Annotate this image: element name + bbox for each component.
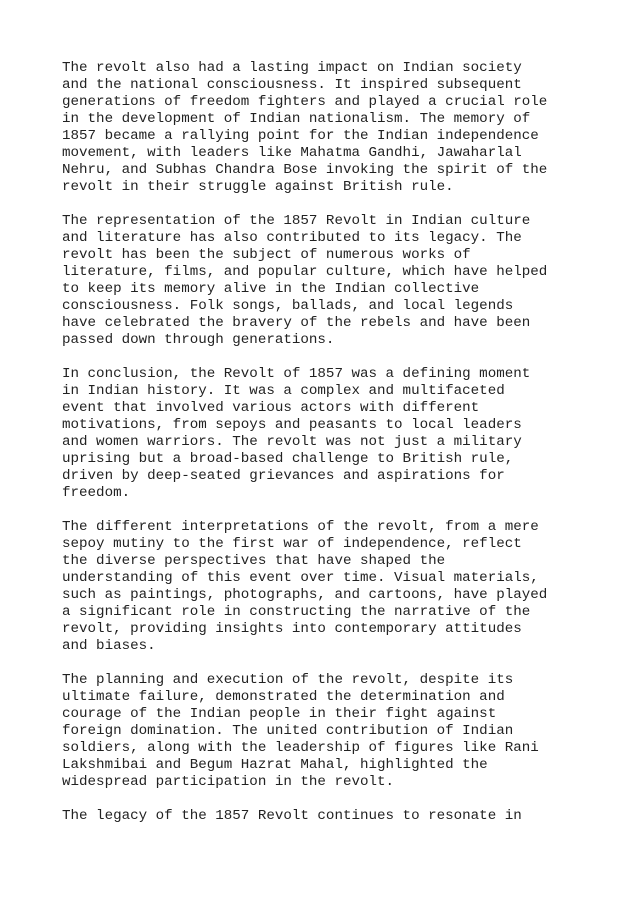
- text-line: foreign domination. The united contribution of Indian: [62, 723, 514, 739]
- paragraph: [62, 213, 622, 349]
- text-line: Nehru, and Subhas Chandra Bose invoking the spirit of the: [62, 162, 548, 178]
- text-line: the diverse perspectives that have shaped the: [62, 553, 446, 569]
- text-line: widespread participation in the revolt.: [62, 774, 395, 790]
- text-line: and literature has also contributed to its legacy. The: [62, 230, 522, 246]
- text-line: have celebrated the bravery of the rebels and have been: [62, 315, 531, 331]
- text-line: uprising but a broad-based challenge to British rule,: [62, 451, 514, 467]
- text-line: The revolt also had a lasting impact on Indian society: [62, 60, 522, 76]
- text-line: understanding of this event over time. Visual materials,: [62, 570, 539, 586]
- text-line: The planning and execution of the revolt, despite its: [62, 672, 514, 688]
- text-line: soldiers, along with the leadership of figures like Rani: [62, 740, 539, 756]
- text-line: consciousness. Folk songs, ballads, and local legends: [62, 298, 514, 314]
- text-line: movement, with leaders like Mahatma Gandhi, Jawaharlal: [62, 145, 522, 161]
- text-line: a significant role in constructing the narrative of the: [62, 604, 531, 620]
- text-line: The different interpretations of the revolt, from a mere: [62, 519, 539, 535]
- text-line: in Indian history. It was a complex and multifaceted: [62, 383, 505, 399]
- text-line: 1857 became a rallying point for the Indian independence: [62, 128, 539, 144]
- text-line: such as paintings, photographs, and cartoons, have played: [62, 587, 548, 603]
- paragraph: [62, 808, 622, 825]
- text-line: freedom.: [62, 485, 131, 501]
- text-line: driven by deep-seated grievances and aspirations for: [62, 468, 505, 484]
- paragraph: [62, 519, 622, 655]
- text-line: and the national consciousness. It inspired subsequent: [62, 77, 522, 93]
- text-line: revolt in their struggle against British rule.: [62, 179, 454, 195]
- paragraph: [62, 366, 622, 502]
- text-line: event that involved various actors with different: [62, 400, 480, 416]
- text-line: in the development of Indian nationalism. The memory of: [62, 111, 531, 127]
- text-line: revolt, providing insights into contemporary attitudes: [62, 621, 522, 637]
- paragraph: [62, 672, 622, 791]
- text-line: and biases.: [62, 638, 156, 654]
- document-body: [62, 60, 622, 842]
- paragraph: [62, 60, 622, 196]
- text-line: ultimate failure, demonstrated the determination and: [62, 689, 505, 705]
- text-line: passed down through generations.: [62, 332, 335, 348]
- text-line: and women warriors. The revolt was not just a military: [62, 434, 522, 450]
- text-line: literature, films, and popular culture, which have helped: [62, 264, 548, 280]
- text-line: In conclusion, the Revolt of 1857 was a defining moment: [62, 366, 531, 382]
- text-line: generations of freedom fighters and played a crucial role: [62, 94, 548, 110]
- text-line: motivations, from sepoys and peasants to local leaders: [62, 417, 522, 433]
- text-line: The legacy of the 1857 Revolt continues to resonate in: [62, 808, 522, 824]
- text-line: sepoy mutiny to the first war of independence, reflect: [62, 536, 522, 552]
- text-line: revolt has been the subject of numerous works of: [62, 247, 471, 263]
- text-line: courage of the Indian people in their fight against: [62, 706, 497, 722]
- text-line: to keep its memory alive in the Indian collective: [62, 281, 480, 297]
- text-line: The representation of the 1857 Revolt in Indian culture: [62, 213, 531, 229]
- text-line: Lakshmibai and Begum Hazrat Mahal, highlighted the: [62, 757, 488, 773]
